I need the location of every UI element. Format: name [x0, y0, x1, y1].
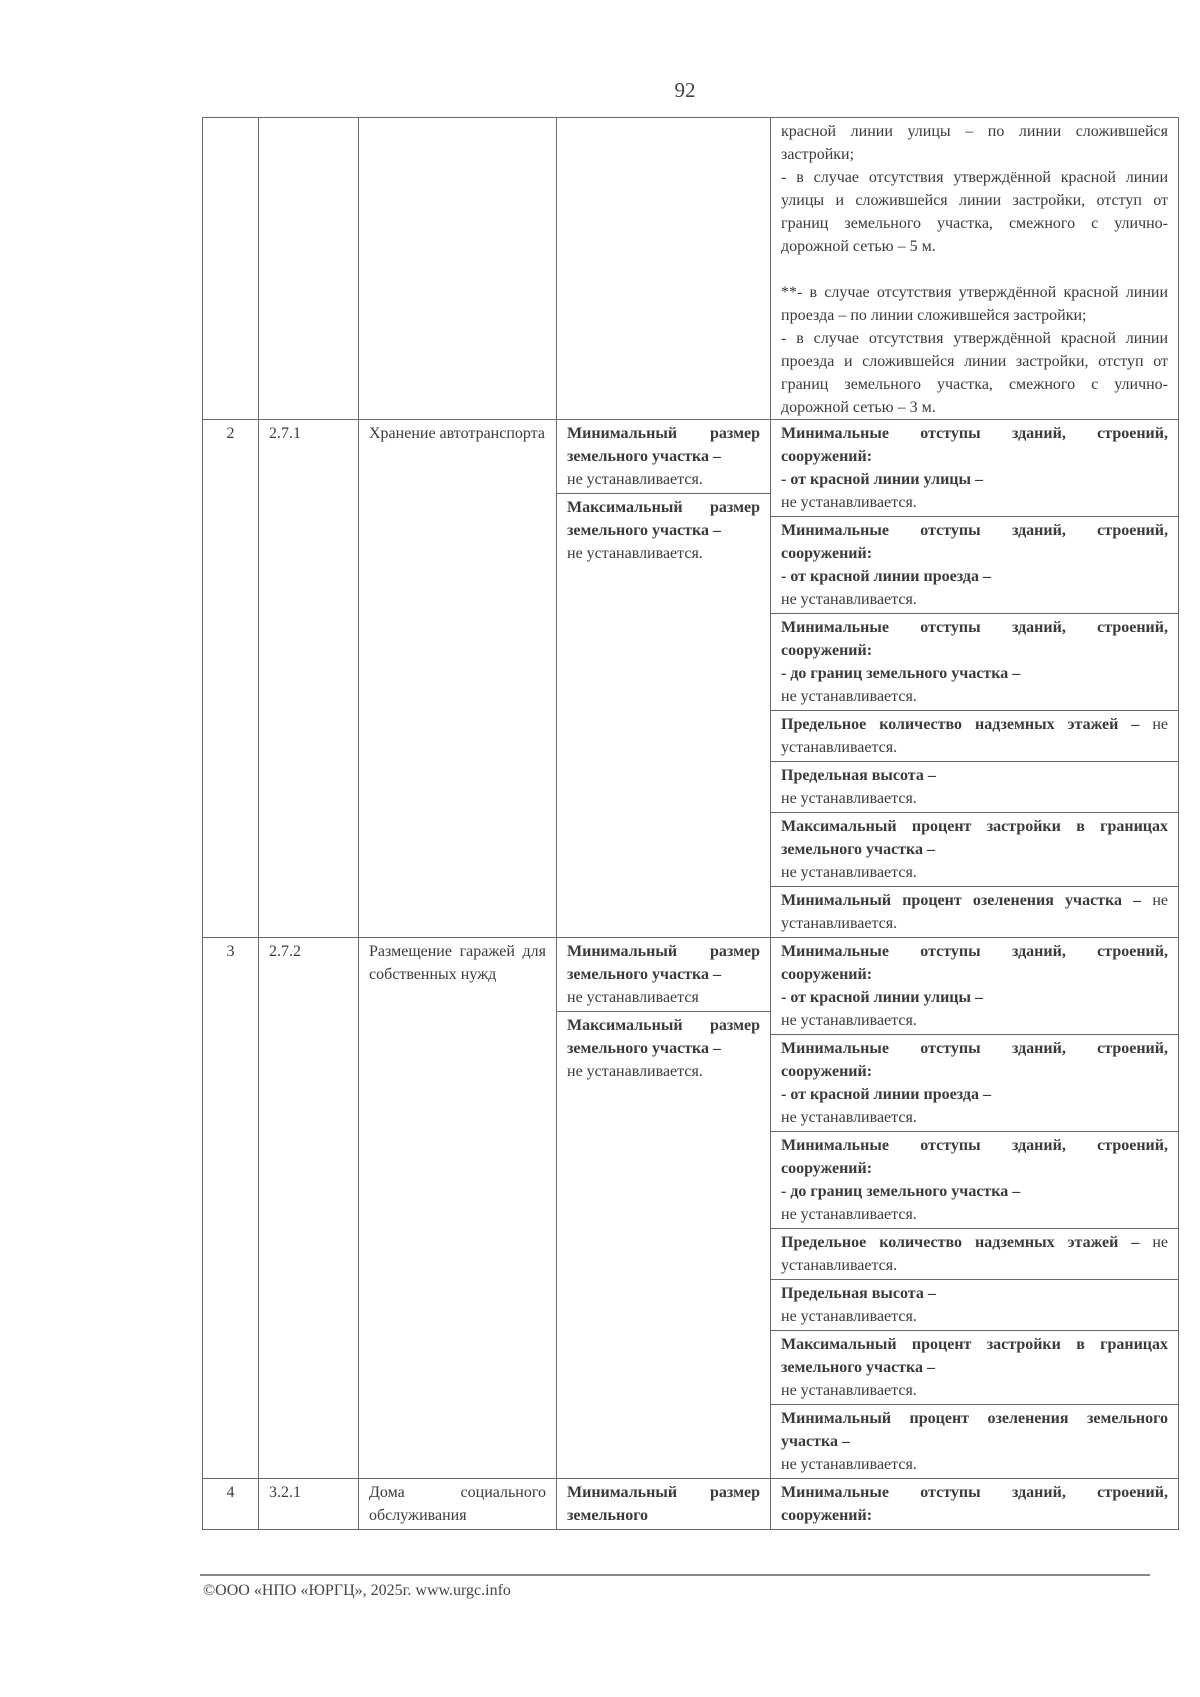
param-value: не устанавливается. [781, 688, 917, 705]
cell-size [557, 1479, 771, 1530]
continuation-line: **- в случае отсутствия утверждённой красной линии проезда – по линии сложившейся застройки; [781, 284, 1168, 324]
size-value: не устанавливается. [567, 471, 703, 488]
continuation-blank [781, 258, 1168, 281]
cell-code [259, 118, 359, 420]
cell-num: 4 [203, 1479, 259, 1530]
param-title: Минимальные отступы зданий, строений, сооружений: - от красной линии проезда – [781, 1040, 1168, 1103]
cell-num [203, 118, 259, 420]
continuation-line: - в случае отсутствия утверждённой красной линии проезда и сложившейся линии застройки, отступ от границ земельного участка, смежного с улично-дорожной сетью – 3 м. [781, 330, 1168, 416]
table-row [203, 420, 1179, 938]
param-value: не устанавливается. [781, 1308, 917, 1325]
size-title: Минимальный размер земельного участка – [567, 425, 760, 465]
cell-num: 3 [203, 938, 259, 1479]
param-title: Максимальный процент застройки в границах земельного участка – [781, 1336, 1168, 1376]
cell-params [771, 938, 1179, 1479]
cell-params [771, 1479, 1179, 1530]
param-title: Предельное количество надземных этажей – [781, 716, 1140, 733]
table-row [203, 938, 1179, 1479]
param-value: не устанавливается. [781, 790, 917, 807]
continuation-line: - в случае отсутствия утверждённой красной линии улицы и сложившейся линии застройки, отступ от границ земельного участка, смежного с улично-дорожной сетью – 5 м. [781, 169, 1168, 255]
param-title: Минимальные отступы зданий, строений, сооружений: - до границ земельного участка – [781, 1137, 1168, 1200]
param-title: Максимальный процент застройки в границах земельного участка – [781, 818, 1168, 858]
param-title: Предельное количество надземных этажей – [781, 1234, 1140, 1251]
cell-code: 2.7.2 [259, 938, 359, 1479]
param-value: не устанавливается. [781, 1456, 917, 1473]
param-title: Минимальный процент озеленения земельного участка – [781, 1410, 1168, 1450]
size-value: не устанавливается. [567, 545, 703, 562]
cell-size [557, 938, 771, 1479]
cell-num: 2 [203, 420, 259, 938]
continuation-line: красной линии улицы – по линии сложившейся застройки; [781, 123, 1168, 163]
cell-size [557, 420, 771, 938]
size-value: не устанавливается [567, 989, 699, 1006]
param-value: не устанавливается. [781, 494, 917, 511]
size-title: Максимальный размер земельного участка – [567, 1017, 760, 1057]
param-title: Минимальные отступы зданий, строений, сооружений: - от красной линии улицы – [781, 943, 1168, 1006]
cell-code: 3.2.1 [259, 1479, 359, 1530]
size-value: не устанавливается. [567, 1063, 703, 1080]
param-title: Предельная высота – [781, 767, 936, 784]
footer-divider [200, 1574, 1150, 1576]
param-value: не устанавливается. [781, 716, 1168, 756]
page-number: 92 [674, 78, 696, 102]
param-value: не устанавливается. [781, 892, 1168, 932]
cell-code: 2.7.1 [259, 420, 359, 938]
param-value: не устанавливается. [781, 1382, 917, 1399]
cell-params [771, 118, 1179, 420]
cell-name: Хранение автотранспорта [359, 420, 557, 938]
cell-name [359, 118, 557, 420]
cell-name: Дома социального обслуживания [359, 1479, 557, 1530]
param-title: Минимальные отступы зданий, строений, сооружений: - от красной линии проезда – [781, 522, 1168, 585]
param-value: не устанавливается. [781, 591, 917, 608]
footer-copyright: ©ООО «НПО «ЮРГЦ», 2025г. www.urgc.info [203, 1582, 511, 1599]
size-title: Минимальный размер земельного участка – [567, 943, 760, 983]
param-value: не устанавливается. [781, 1206, 917, 1223]
param-value: не устанавливается. [781, 864, 917, 881]
cell-name: Размещение гаражей для собственных нужд [359, 938, 557, 1479]
param-value: не устанавливается. [781, 1012, 917, 1029]
size-title: Минимальный размер земельного [567, 1484, 760, 1524]
size-title: Максимальный размер земельного участка – [567, 499, 760, 539]
cell-size [557, 118, 771, 420]
zoning-regulations-table [202, 117, 1179, 1530]
param-title: Минимальный процент озеленения участка – [781, 892, 1142, 909]
cell-params [771, 420, 1179, 938]
param-value: не устанавливается. [781, 1234, 1168, 1274]
param-title: Минимальные отступы зданий, строений, сооружений: [781, 1484, 1168, 1524]
table-row [203, 1479, 1179, 1530]
param-value: не устанавливается. [781, 1109, 917, 1126]
param-title: Минимальные отступы зданий, строений, сооружений: - до границ земельного участка – [781, 619, 1168, 682]
param-title: Минимальные отступы зданий, строений, сооружений: - от красной линии улицы – [781, 425, 1168, 488]
table-row-continuation [203, 118, 1179, 420]
param-title: Предельная высота – [781, 1285, 936, 1302]
